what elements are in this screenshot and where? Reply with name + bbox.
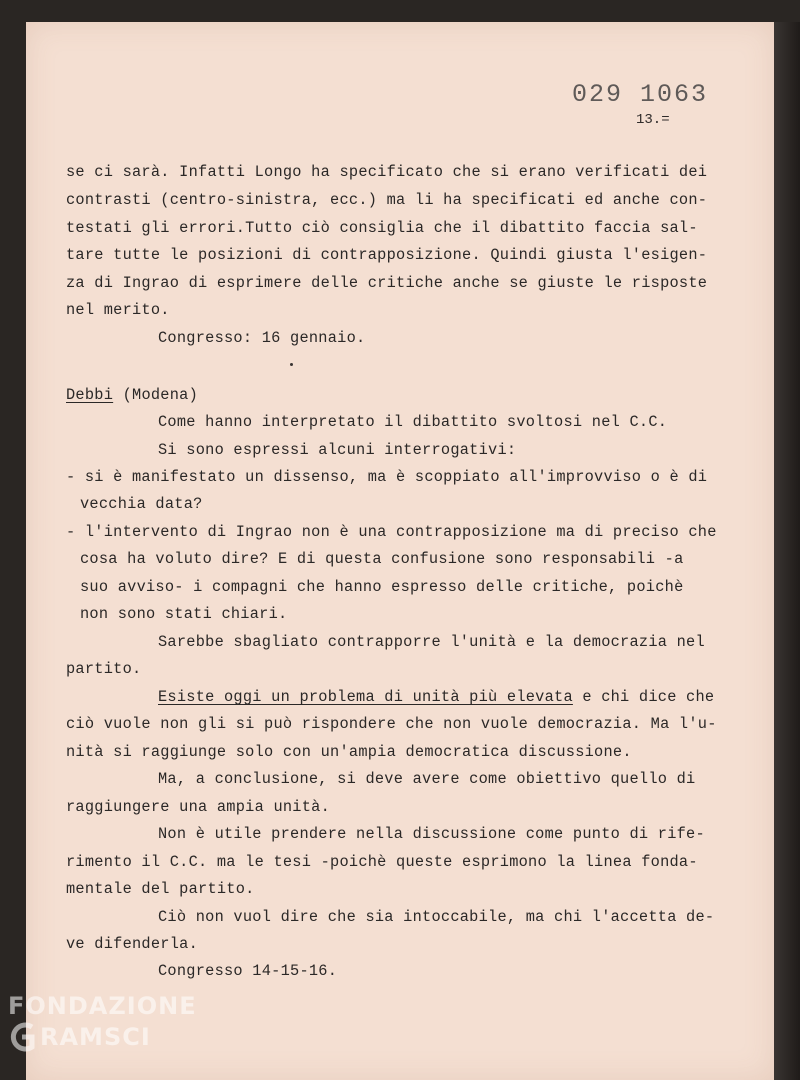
text-line: - si è manifestato un dissenso, ma è scoppiato all'improvviso o è di	[66, 468, 708, 486]
text-line: se ci sarà. Infatti Longo ha specificato che si erano verificati dei	[66, 163, 708, 181]
fondazione-gramsci-watermark	[8, 994, 197, 1053]
text-line: Ma, a conclusione, si deve avere come obiettivo quello di	[158, 770, 696, 788]
text-line: ve difenderla.	[66, 935, 199, 953]
speaker-heading	[66, 386, 198, 404]
text-line: Come hanno interpretato il dibattito svoltosi nel C.C.	[158, 413, 668, 431]
text-line: testati gli errori.Tutto ciò consiglia che il dibattito faccia sal-	[66, 219, 698, 237]
watermark-line-2	[8, 1021, 197, 1053]
text-line: mentale del partito.	[66, 880, 255, 898]
text-line: tare tutte le posizioni di contrapposizione. Quindi giusta l'esigen-	[66, 246, 708, 264]
text-line: partito.	[66, 660, 142, 678]
text-line: ciò vuole non gli si può rispondere che non vuole democrazia. Ma l'u-	[66, 715, 717, 733]
text-line: za di Ingrao di esprimere delle critiche anche se giuste le risposte	[66, 274, 708, 292]
text-line: non sono stati chiari.	[80, 605, 288, 623]
document-number: 029 1063	[572, 80, 709, 109]
text-line: Si sono espressi alcuni interrogativi:	[158, 441, 517, 459]
text-line: Sarebbe sbagliato contrapporre l'unità e la democrazia nel	[158, 633, 705, 651]
text-line: vecchia data?	[80, 495, 203, 513]
underlined-phrase: Esiste oggi un problema di unità più elevata	[158, 688, 573, 706]
congress-date: Congresso 14-15-16.	[158, 962, 338, 980]
gramsci-g-logo-icon	[8, 1021, 36, 1053]
watermark-line-2-text: RAMSCI	[40, 1023, 151, 1051]
text-line: Non è utile prendere nella discussione come punto di rife-	[158, 825, 705, 843]
speaker-name: Debbi	[66, 386, 114, 404]
ink-dot	[290, 363, 293, 366]
text-line	[158, 688, 714, 706]
text-line: suo avviso- i compagni che hanno espresso delle critiche, poichè	[80, 578, 684, 596]
text-line: cosa ha voluto dire? E di questa confusione sono responsabili -a	[80, 550, 684, 568]
speaker-origin: (Modena)	[122, 386, 199, 404]
text-line: nità si raggiunge solo con un'ampia democratica discussione.	[66, 743, 632, 761]
text-line: raggiungere una ampia unità.	[66, 798, 331, 816]
text-line: rimento il C.C. ma le tesi -poichè queste esprimono la linea fonda-	[66, 853, 698, 871]
text-line: nel merito.	[66, 301, 170, 319]
watermark-line-1: FONDAZIONE	[8, 992, 197, 1020]
text-line: Ciò non vuol dire che sia intoccabile, ma chi l'accetta de-	[158, 908, 715, 926]
page-number: 13.=	[636, 112, 670, 128]
congress-date: Congresso: 16 gennaio.	[158, 329, 366, 347]
line-continuation: e chi dice che	[572, 688, 715, 706]
page-edge	[774, 22, 800, 1080]
text-line: contrasti (centro-sinistra, ecc.) ma li ha specificati ed anche con-	[66, 191, 708, 209]
text-line: - l'intervento di Ingrao non è una contrapposizione ma di preciso che	[66, 523, 717, 541]
